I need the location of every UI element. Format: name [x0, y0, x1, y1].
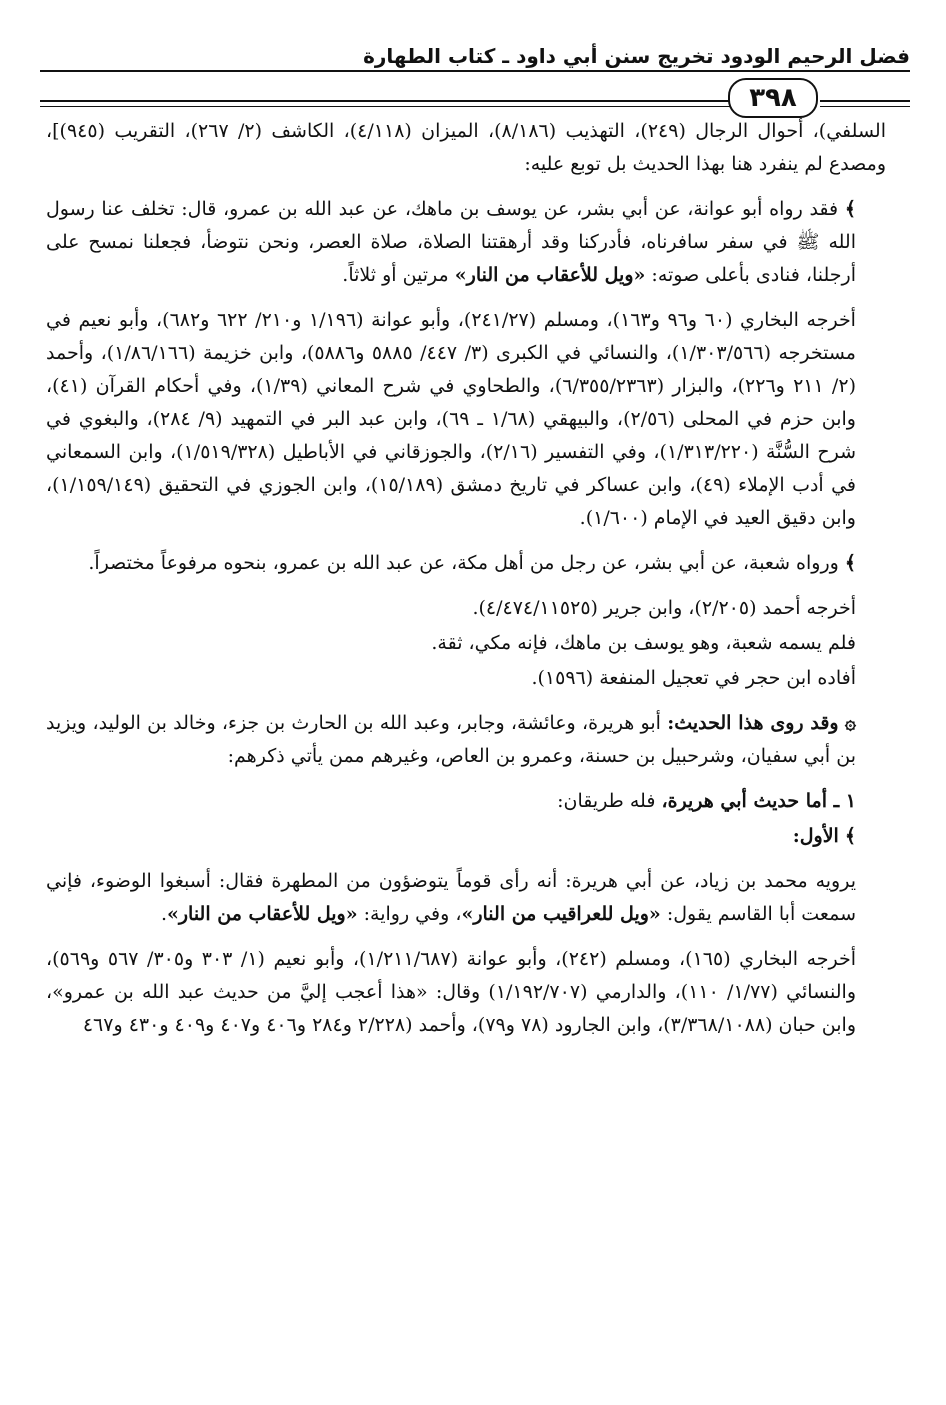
paragraph-text: فله طريقان: — [557, 790, 656, 812]
hadith-quote: «ويل للعراقيب من النار» — [461, 903, 661, 925]
subheading-abu-hurayra — [46, 785, 886, 818]
paragraph-other-narrations — [46, 707, 886, 773]
paragraph-text: ، وفي رواية: — [363, 903, 462, 925]
running-title: فضل الرحيم الودود تخريج سنن أبي داود ـ كتاب الطهارة — [363, 44, 910, 68]
subheading-text: ١ ـ أما حديث أبي هريرة، — [661, 790, 856, 812]
paragraph-text: فقد رواه أبو عوانة، عن أبي بشر، عن يوسف بن ماهك، عن عبد الله بن عمرو، قال: تخلف عنا رسول الله ﷺ في سفر سافرناه، فأدركنا وقد أرهقتنا الصلاة، صلاة العصر، ونحن نتوضأ، فجعلنا نمسح على أرجلنا، فنادى بأعلى صوته: — [46, 198, 856, 286]
paragraph-abu-awana — [46, 193, 886, 292]
paragraph-text: السلفي)، أحوال الرجال (٢٤٩)، التهذيب (٨/١٨٦)، الميزان (٤/١١٨)، الكاشف (٢/ ٢٦٧)، التقريب (٩٤٥)]، ومصدع لم ينفرد هنا بهذا الحديث بل توبع عليه: — [46, 120, 886, 175]
hadith-quote: «ويل للأعقاب من النار» — [454, 264, 646, 286]
paragraph-takhrij-1 — [46, 304, 886, 535]
paragraph-takhrij-3 — [46, 943, 886, 1042]
paragraph-text: مرتين أو ثلاثاً. — [342, 264, 449, 286]
paragraph-text: أخرجه البخاري (٦٠ و٩٦ و١٦٣)، ومسلم (٢٤١/٢٧)، وأبو عوانة (١/١٩٦ و٢١٠/ ٦٢٢ و٦٨٢)، وأبو نعيم في مستخرجه (١/٣٠٣/٥٦٦)، والنسائي في الكبرى (٣/ ٤٤٧/ ٥٨٨٥ و٥٨٨٦)، وابن خزيمة (١/٨٦/١٦٦)، وأحمد (٢/ ٢١١ و٢٢٦)، والبزار (٦/٣٥٥/٢٣٦٣)، والطحاوي في شرح المعاني (١/٣٩)، وفي أحكام القرآن (٤١)، وابن حزم في المحلى (٢/٥٦)، والبيهقي (١/٦٨ ـ ٦٩)، وابن عبد البر في التمهيد (٩/ ٢٨٤)، والبغوي في شرح السُّنَّة (١/٣١٣/٢٢٠)، وفي التفسير (٢/١٦)، والجوزقاني في الأباطيل (١/٥١٩/٣٢٨)، وابن السمعاني في أدب الإملاء (٤٩)، وابن عساكر في تاريخ دمشق (١٥/١٨٩)، وابن الجوزي في التحقيق (١/١٥٩/١٤٩)، وابن دقيق العيد في الإمام (١/٦٠٠). — [46, 309, 856, 529]
paragraph-text: أخرجه البخاري (١٦٥)، ومسلم (٢٤٢)، وأبو عوانة (١/٢١١/٦٨٧)، وأبو نعيم (١/ ٣٠٣ و٣٠٥/ ٥٦٧ و٥٦٩)، والنسائي (١/٧٧/ ١١٠)، والدارمي (١/١٩٢/٧٠٧) وقال: «هذا أعجب إليَّ من حديث عبد الله بن عمرو»، وابن حبان (٣/٣٦٨/١٠٨٨)، وابن الجارود (٧٨ و٧٩)، وأحمد (٢/٢٢٨ و٢٨٤ و٤٠٦ و٤٠٧ و٤٠٩ و٤٣٠ و٤٦٧ — [46, 948, 857, 1036]
paragraph-shuba — [46, 547, 886, 580]
subheading-first — [46, 820, 886, 853]
page-body — [46, 115, 886, 1054]
paragraph-text: أخرجه أحمد (٢/٢٠٥)، وابن جرير (٤/٤٧٤/١١٥٢٥). — [472, 597, 856, 619]
page-header — [40, 38, 910, 113]
paragraph-text: يرويه محمد بن زياد، عن أبي هريرة: أنه رأى قوماً يتوضؤون من المطهرة فقال: أسبغوا الوضوء، فإني سمعت أبا القاسم يقول: — [46, 870, 856, 925]
header-rule — [40, 70, 910, 72]
paragraph-text: . — [160, 903, 167, 925]
paragraph-narrators-refs — [46, 115, 886, 181]
subheading-text: الأول: — [792, 825, 839, 847]
header-ornament-rule-right — [820, 100, 910, 102]
paragraph-muhammad-ibn-ziyad — [46, 865, 886, 931]
section-mark: ۞ — [844, 712, 856, 734]
paragraph-text: ورواه شعبة، عن أبي بشر، عن رجل من أهل مكة، عن عبد الله بن عمرو، بنحوه مرفوعاً مختصراً. — [88, 552, 839, 574]
paragraph-note — [46, 627, 886, 660]
hadith-quote: «ويل للأعقاب من النار» — [166, 903, 358, 925]
bullet-mark: ﴾ — [844, 198, 856, 220]
paragraph-takhrij-2 — [46, 592, 886, 625]
header-ornament-rule-left — [40, 100, 730, 102]
paragraph-text: أفاده ابن حجر في تعجيل المنفعة (١٥٩٦). — [531, 667, 856, 689]
paragraph-source — [46, 662, 886, 695]
paragraph-text: فلم يسمه شعبة، وهو يوسف بن ماهك، فإنه مكي، ثقة. — [431, 632, 856, 654]
header-ornament-rule-left-thin — [40, 106, 730, 107]
paragraph-text: أبو هريرة، وعائشة، وجابر، وعبد الله بن الحارث بن جزء، وخالد بن الوليد، ويزيد بن أبي سفيان، وشرحبيل بن حسنة، وعمرو بن العاص، وغيرهم ممن يأتي ذكرهم: — [46, 712, 856, 767]
page-number: ٣٩٨ — [728, 78, 818, 118]
header-ornament-rule-right-thin — [820, 106, 910, 107]
section-lead: وقد روى هذا الحديث: — [667, 712, 839, 734]
bullet-mark: ﴾ — [844, 825, 856, 847]
bullet-mark: ﴾ — [844, 552, 856, 574]
